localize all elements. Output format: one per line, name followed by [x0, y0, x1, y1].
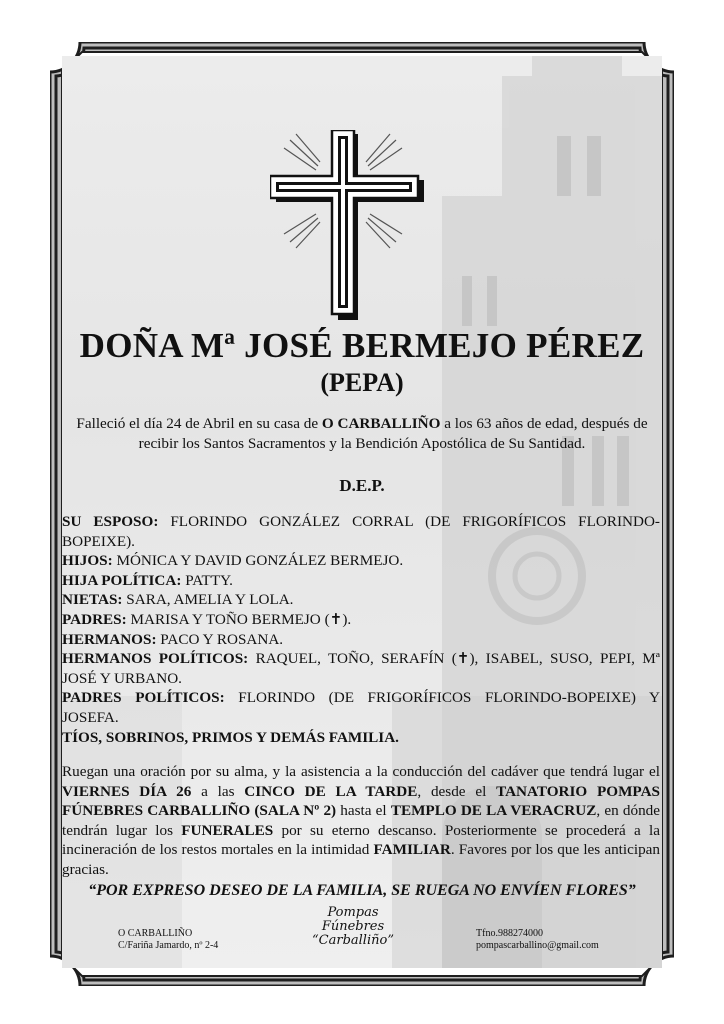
obituary-run: FAMILIAR	[373, 841, 451, 859]
footer-contact	[476, 928, 599, 952]
family-entry	[62, 610, 660, 630]
family-members: MARISA Y TOÑO BERMEJO (✝).	[126, 610, 352, 628]
obituary-run: Ruegan una oración por su alma, y la asistencia a la conducción del cadáver que tendrá lugar el	[62, 763, 660, 780]
obituary-run: FUNERALES	[181, 821, 274, 839]
family-members: FLORINDO (DE FRIGORÍFICOS FLORINDO-BOPEIXE) Y JOSEFA.	[62, 689, 660, 726]
family-members: PATTY.	[181, 571, 233, 589]
obituary-run: , desde el	[417, 782, 497, 800]
family-relation-label: HIJA POLÍTICA:	[62, 571, 182, 589]
family-entry	[62, 688, 660, 727]
logo-line-2: “Carballiño”	[312, 933, 394, 948]
family-members: RAQUEL, TOÑO, SERAFÍN (✝), ISABEL, SUSO, PEPI, Mª JOSÉ Y URBANO.	[62, 650, 661, 687]
family-members: MÓNICA Y DAVID GONZÁLEZ BERMEJO.	[112, 552, 404, 570]
footer-phone: Tfno.988274000	[476, 928, 543, 939]
family-entry	[62, 649, 660, 688]
deceased-name: DOÑA Mª JOSÉ BERMEJO PÉREZ	[79, 326, 645, 365]
funeral-home-logo	[298, 906, 408, 948]
obituary-run: CINCO DE LA TARDE	[244, 782, 418, 800]
obituary-run: VIERNES DÍA 26	[62, 782, 192, 800]
funeral-details	[62, 762, 660, 880]
family-entry	[62, 512, 660, 551]
notice-panel	[62, 56, 662, 968]
family-relation-label: TÍOS, SOBRINOS, PRIMOS Y DEMÁS FAMILIA.	[62, 728, 399, 746]
deceased-nickname: (PEPA)	[320, 368, 404, 397]
obituary-run: TEMPLO DE LA VERACRUZ	[390, 802, 597, 820]
family-relation-label: PADRES:	[62, 610, 127, 628]
family-entry	[62, 571, 660, 591]
footer-email: pompascarballino@gmail.com	[476, 940, 599, 951]
family-members: FLORINDO GONZÁLEZ CORRAL (DE FRIGORÍFICOS FLORINDO-BOPEIXE).	[62, 513, 660, 550]
family-entry	[62, 728, 660, 748]
footer-town: O CARBALLIÑO	[118, 928, 193, 939]
obituary-run: a las	[191, 782, 245, 800]
family-entry	[62, 630, 660, 650]
family-relation-label: SU ESPOSO:	[62, 513, 159, 530]
family-relation-label: HIJOS:	[62, 552, 113, 570]
intro-run: O CARBALLIÑO	[321, 415, 441, 432]
family-relation-label: PADRES POLÍTICOS:	[62, 689, 225, 707]
family-entry	[62, 590, 660, 610]
family-relation-label: HERMANOS:	[62, 630, 157, 648]
footer-street: C/Fariña Jamardo, nº 2-4	[118, 940, 219, 951]
no-flowers-note: “POR EXPRESO DESEO DE LA FAMILIA, SE RUEGA NO ENVÍEN FLORES”	[88, 882, 636, 899]
death-announcement	[76, 414, 648, 454]
family-entry	[62, 551, 660, 571]
obituary-run: TANATORIO POMPAS FÚNEBRES CARBALLIÑO (SALA Nº 2)	[62, 782, 660, 820]
dep-heading: D.E.P.	[339, 476, 385, 495]
family-list	[62, 512, 660, 747]
family-members: SARA, AMELIA Y LOLA.	[122, 591, 294, 609]
intro-run: Falleció el día 24 de Abril en su casa de	[76, 415, 322, 432]
family-members: PACO Y ROSANA.	[156, 630, 284, 648]
family-relation-label: NIETAS:	[62, 591, 123, 609]
footer-address	[118, 928, 218, 952]
intro-run: a los 63 años de edad, después de recibir los Santos Sacramentos y la Bendición Apostólica de Su Santidad.	[138, 415, 648, 452]
obituary-run: , en dónde tendrán lugar los	[62, 802, 661, 839]
family-relation-label: HERMANOS POLÍTICOS:	[62, 650, 249, 668]
logo-line-1: Pompas Fúnebres	[321, 905, 385, 934]
obituary-run: hasta el	[336, 802, 391, 820]
obituary-run: por su eterno descanso. Posteriormente se procederá a la incineración de los restos mortales en la intimidad	[62, 821, 660, 859]
obituary-run: . Favores por los que les anticipan gracias.	[62, 841, 661, 878]
cross-icon	[270, 130, 424, 322]
